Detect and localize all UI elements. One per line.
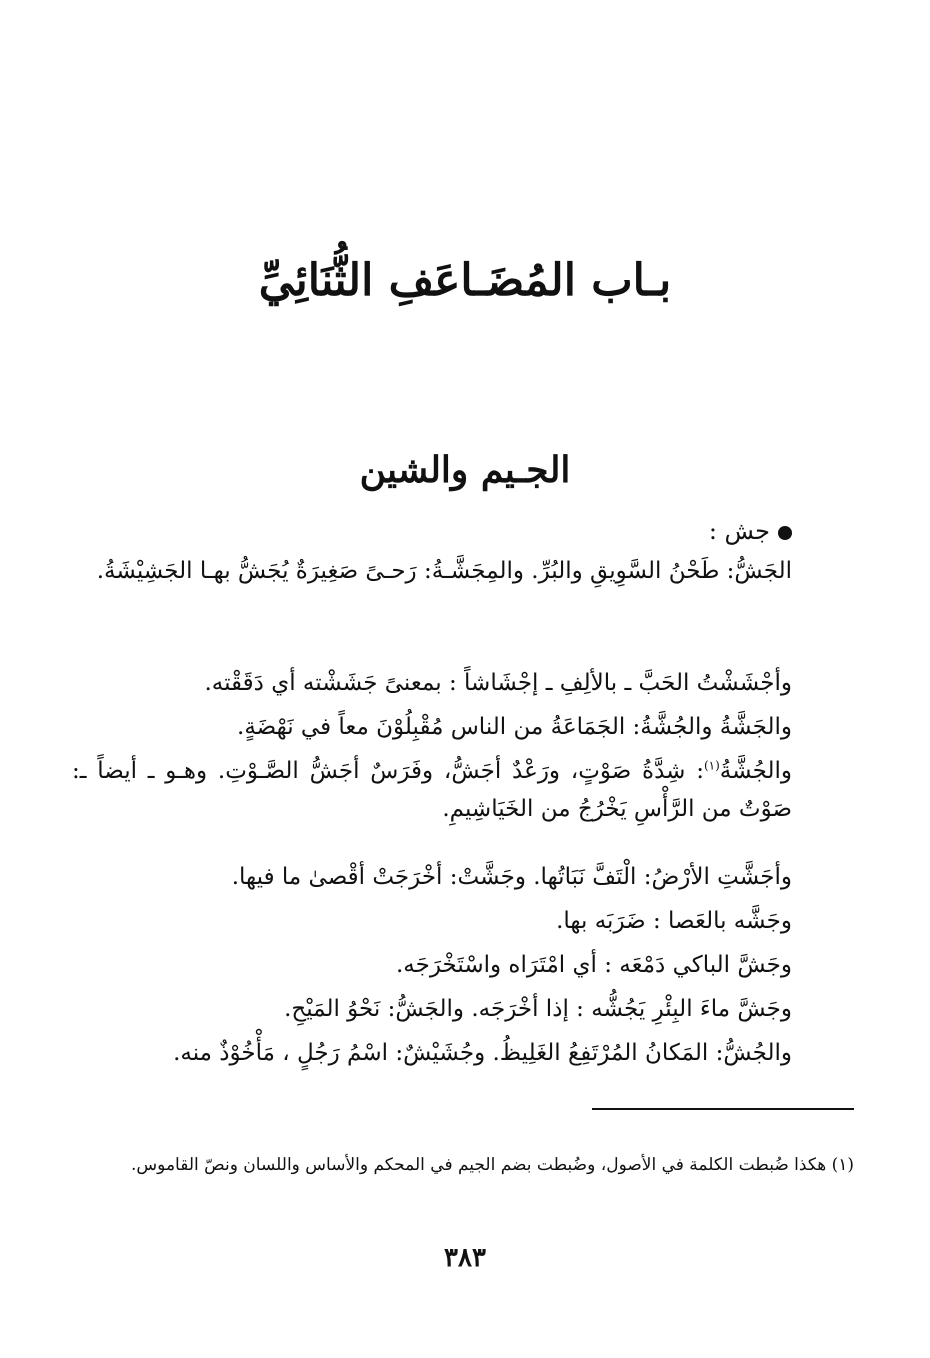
paragraph-voice xyxy=(72,752,792,828)
entry-heading-text: جش : xyxy=(708,517,770,545)
paragraph-definition: الجَشُّ: طَحْنُ السَّوِيقِ والبُرِّ. والمِجَشَّـةُ: رَحـىً صَغِيرَةٌ يُجَشُّ بهـا الجَشِيْشَةُ. xyxy=(96,558,792,584)
page-number: ٣٨٣ xyxy=(444,1243,486,1273)
footnote-divider xyxy=(592,1108,854,1110)
paragraph-start: والجُشَّةُ xyxy=(719,758,792,784)
text-line: والجُشُّ: المَكانُ المُرْتَفِعُ الغَلِيظُ. وجُشَيْشٌ: اسْمُ رَجُلٍ ، مَأْخُوْذٌ منه. xyxy=(173,1040,792,1066)
bullet-icon xyxy=(778,526,792,540)
footnote: (١) هكذا ضُبطت الكلمة في الأصول، وضُبطت بضم الجيم في المحكم والأساس واللسان ونصّ القاموس. xyxy=(131,1155,854,1175)
text-line: وجَشَّه بالعَصا : ضَرَبَه بها. xyxy=(556,908,792,934)
paragraph-rest: : شِدَّةُ صَوْتٍ، ورَعْدٌ أجَشُّ، وفَرَسٌ أجَشُّ الصَّـوْتِ. وهـو ـ أيضاً ـ: صَوْتٌ من الرَّأْسِ يَخْرُجُ من الخَيَاشِيمِ. xyxy=(72,758,792,822)
text-line: وجَشَّ الباكي دَمْعَه : أي امْتَرَاه واسْتَخْرَجَه. xyxy=(396,952,792,978)
text-line: وجَشَّ ماءَ البِئْرِ يَجُشُّه : إذا أخْرَجَه. والجَشُّ: نَحْوُ المَيْحِ. xyxy=(284,996,792,1022)
entry-heading xyxy=(709,514,792,548)
text-line: وأجَشَّتِ الأرْضُ: الْتَفَّ نَبَاتُها. وجَشَّتْ: أخْرَجَتْ أقْصىٰ ما فيها. xyxy=(231,864,792,890)
text-line: والجَشَّةُ والجُشَّةُ: الجَمَاعَةُ من الناس مُقْبِلُوْنَ معاً في نَهْضَةٍ. xyxy=(237,714,792,740)
chapter-title: بـاب المُضَـاعَفِ الثُّنَائِيِّ xyxy=(258,255,672,306)
text-line: وأجْشَشْتُ الحَبَّ ـ بالألِفِ ـ إجْشَاشاً : بمعنىً جَشَشْته أي دَقَقْته. xyxy=(204,670,792,696)
footnote-reference: (١) xyxy=(703,758,720,773)
section-title: الجـيم والشين xyxy=(359,449,571,491)
